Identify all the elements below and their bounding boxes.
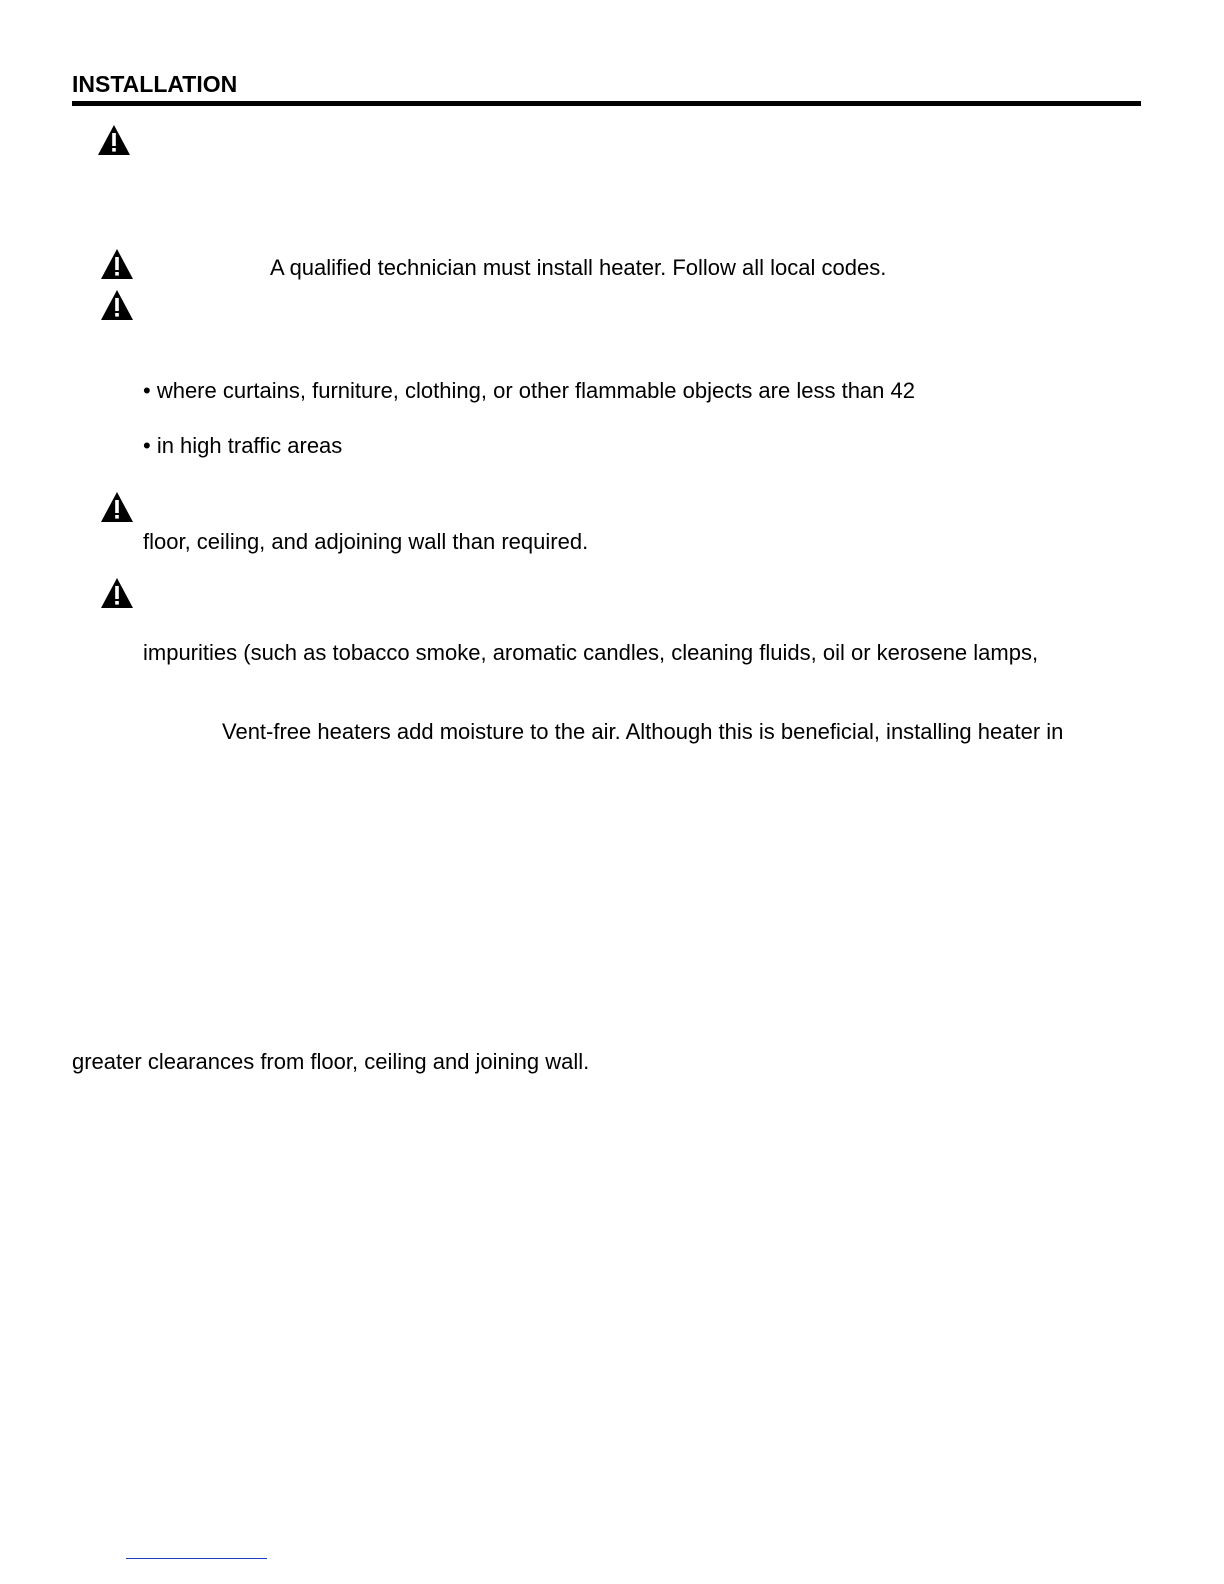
qualified-technician-text: A qualified technician must install heater. Follow all local codes. (270, 255, 887, 280)
warning-triangle-icon (100, 289, 134, 321)
curtains-bullet-item: • where curtains, furniture, clothing, or other flammable objects are less than 42 (143, 378, 915, 403)
clearance-continuation-text: floor, ceiling, and adjoining wall than required. (143, 529, 589, 554)
greater-clearances-text: greater clearances from floor, ceiling and joining wall. (72, 1049, 590, 1074)
traffic-bullet-item: • in high traffic areas (143, 433, 343, 458)
section-title: INSTALLATION (72, 71, 238, 97)
warning-triangle-icon (100, 577, 134, 609)
warning-triangle-icon (97, 124, 131, 156)
footnote-divider (126, 1558, 267, 1559)
section-divider (72, 101, 1141, 106)
warning-triangle-icon (100, 248, 134, 280)
warning-triangle-icon (100, 491, 134, 523)
impurities-text: impurities (such as tobacco smoke, aromatic candles, cleaning fluids, oil or kerosene lamps, (143, 640, 1039, 665)
moisture-text: Vent-free heaters add moisture to the air. Although this is beneficial, installing heater in (222, 719, 1064, 744)
